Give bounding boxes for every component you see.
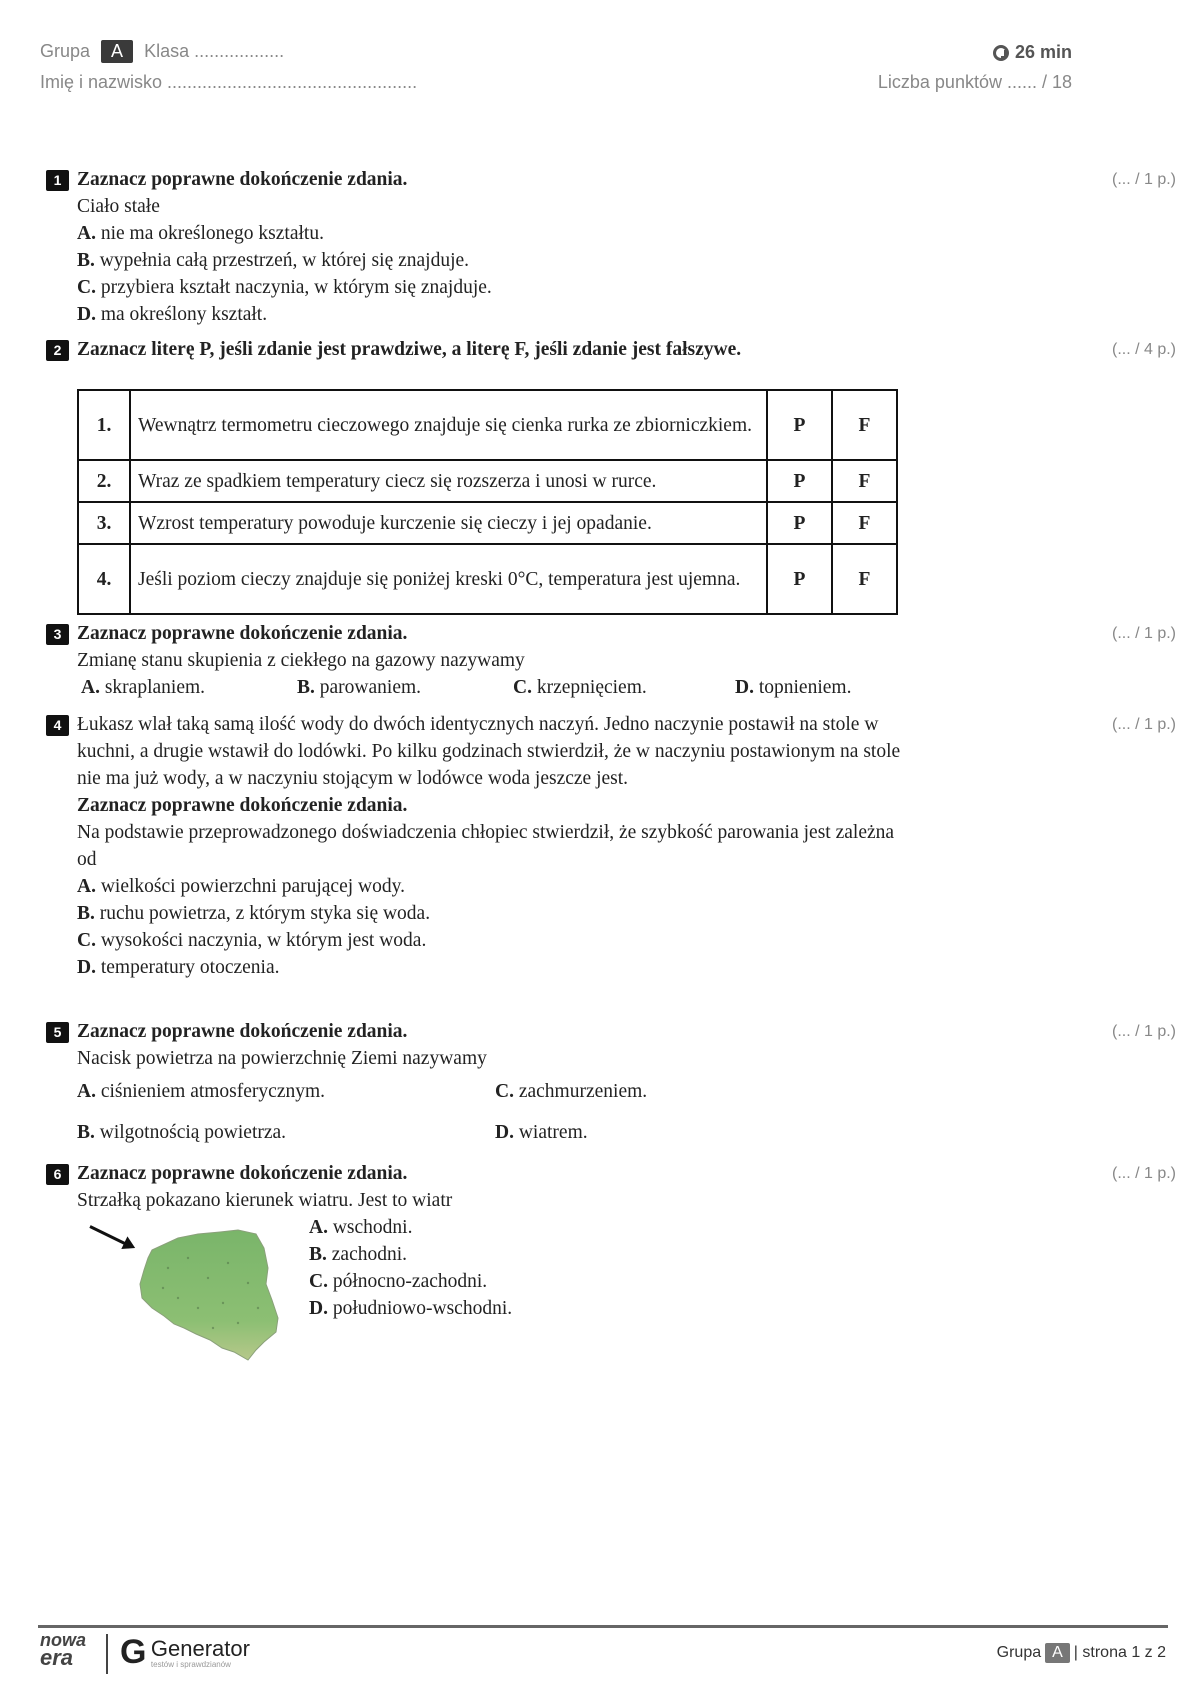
answer-f[interactable]: F <box>832 390 897 460</box>
option-a[interactable]: A. wielkości powierzchni parującej wody. <box>77 876 405 897</box>
task-title: Zaznacz literę P, jeśli zdanie jest prawdziwe, a literę F, jeśli zdanie jest fałszywe. <box>77 339 742 360</box>
task-points: (... / 1 p.) <box>1111 1023 1176 1040</box>
time-limit: 26 min <box>1014 42 1072 62</box>
option-c[interactable]: C. zachmurzeniem. <box>495 1081 648 1102</box>
row-number: 4. <box>78 544 130 614</box>
true-false-table <box>77 389 898 615</box>
points-total: Liczba punktów ...... / 18 <box>877 72 1072 92</box>
answer-p[interactable]: P <box>767 460 832 502</box>
answer-f[interactable]: F <box>832 502 897 544</box>
task-number: 6 <box>46 1164 69 1185</box>
footer-group-label: Grupa <box>996 1644 1042 1661</box>
row-statement: Wzrost temperatury powoduje kurczenie się cieczy i jej opadanie. <box>130 502 767 544</box>
task-intro: Łukasz wlał taką samą ilość wody do dwóch identycznych naczyń. Jedno naczynie postawił na stole w kuchni, a drugie wstawił do lodówki. Po kilku godzinach stwierdził, że w naczyniu postawionym na stole nie ma już wody, a w naczyniu stojącym w lodówce woda jeszcze jest. <box>77 714 901 789</box>
option-b[interactable]: B. zachodni. <box>309 1244 408 1265</box>
logo-divider <box>106 1634 108 1674</box>
answer-p[interactable]: P <box>767 502 832 544</box>
answer-p[interactable]: P <box>767 390 832 460</box>
task-stem: Strzałką pokazano kierunek wiatru. Jest to wiatr <box>77 1190 453 1211</box>
class-label: Klasa .................. <box>144 41 285 61</box>
option-a[interactable]: A. ciśnieniem atmosferycznym. <box>77 1081 326 1102</box>
task-3 <box>46 620 1176 701</box>
option-c[interactable]: C. krzepnięciem. <box>513 677 647 698</box>
task-title: Zaznacz poprawne dokończenie zdania. <box>77 623 408 644</box>
option-a[interactable]: A. wschodni. <box>309 1217 413 1238</box>
task-points: (... / 1 p.) <box>1111 716 1176 733</box>
task-title: Zaznacz poprawne dokończenie zdania. <box>77 169 408 190</box>
page-footer-info <box>997 1643 1166 1663</box>
task-number: 3 <box>46 624 69 645</box>
header-right <box>993 42 1072 63</box>
task-points: (... / 1 p.) <box>1111 625 1176 642</box>
group-label: Grupa <box>40 41 91 61</box>
task-points: (... / 1 p.) <box>1111 171 1176 188</box>
row-statement: Wewnątrz termometru cieczowego znajduje się cienka rurka ze zbiorniczkiem. <box>130 390 767 460</box>
table-row <box>78 390 897 460</box>
task-title: Zaznacz poprawne dokończenie zdania. <box>77 1021 408 1042</box>
row-number: 2. <box>78 460 130 502</box>
generator-logo: G Generator testów i sprawdzianów <box>120 1633 250 1671</box>
table-row <box>78 544 897 614</box>
table-row <box>78 502 897 544</box>
option-a[interactable]: A. skraplaniem. <box>81 677 206 698</box>
task-number: 2 <box>46 340 69 361</box>
poland-map <box>138 1228 286 1368</box>
row-number: 1. <box>78 390 130 460</box>
row-number: 3. <box>78 502 130 544</box>
table-row <box>78 460 897 502</box>
option-b[interactable]: B. wilgotnością powietrza. <box>77 1122 287 1143</box>
nowa-era-logo: nowa era <box>40 1630 87 1670</box>
answer-p[interactable]: P <box>767 544 832 614</box>
task-points: (... / 1 p.) <box>1111 1165 1176 1182</box>
row-statement: Jeśli poziom cieczy znajduje się poniżej kreski 0°C, temperatura jest ujemna. <box>130 544 767 614</box>
option-b[interactable]: B. parowaniem. <box>297 677 422 698</box>
footer-divider <box>38 1625 1168 1628</box>
task-1 <box>46 166 1176 328</box>
option-d[interactable]: D. południowo-wschodni. <box>309 1298 513 1319</box>
row-statement: Wraz ze spadkiem temperatury ciecz się rozszerza i unosi w rurce. <box>130 460 767 502</box>
task-4 <box>46 711 1176 981</box>
generator-g-icon: G <box>120 1633 147 1671</box>
option-c[interactable]: C. wysokości naczynia, w którym jest woda. <box>77 930 427 951</box>
task-stem: Nacisk powietrza na powierzchnię Ziemi nazywamy <box>77 1048 487 1069</box>
answer-f[interactable]: F <box>832 544 897 614</box>
clock-icon <box>993 45 1009 61</box>
option-c[interactable]: C. przybiera kształt naczynia, w którym się znajduje. <box>77 277 492 298</box>
task-number: 1 <box>46 170 69 191</box>
task-5 <box>46 1018 1176 1146</box>
option-c[interactable]: C. północno-zachodni. <box>309 1271 488 1292</box>
task-number: 4 <box>46 715 69 736</box>
option-d[interactable]: D. topnieniem. <box>735 677 852 698</box>
task-2 <box>46 336 1176 363</box>
name-label: Imię i nazwisko .................................................. <box>40 72 418 92</box>
option-b[interactable]: B. ruchu powietrza, z którym styka się woda. <box>77 903 431 924</box>
option-d[interactable]: D. wiatrem. <box>495 1122 588 1143</box>
footer-group-badge: A <box>1045 1643 1070 1663</box>
answer-f[interactable]: F <box>832 460 897 502</box>
task-points: (... / 4 p.) <box>1111 341 1176 358</box>
option-a[interactable]: A. nie ma określonego kształtu. <box>77 223 324 244</box>
task-stem: Zmianę stanu skupienia z ciekłego na gazowy nazywamy <box>77 650 525 671</box>
option-d[interactable]: D. ma określony kształt. <box>77 304 268 325</box>
header-left-line1 <box>40 40 284 63</box>
poland-shape <box>140 1230 278 1360</box>
task-title: Zaznacz poprawne dokończenie zdania. <box>77 795 408 816</box>
page-number: | strona 1 z 2 <box>1073 1644 1166 1661</box>
task-stem: Na podstawie przeprowadzonego doświadczenia chłopiec stwierdził, że szybkość parowania jest zależna od <box>77 822 895 870</box>
option-d[interactable]: D. temperatury otoczenia. <box>77 957 280 978</box>
option-b[interactable]: B. wypełnia całą przestrzeń, w której się znajduje. <box>77 250 470 271</box>
task-stem: Ciało stałe <box>77 196 160 217</box>
task-number: 5 <box>46 1022 69 1043</box>
task-title: Zaznacz poprawne dokończenie zdania. <box>77 1163 408 1184</box>
group-badge: A <box>101 40 133 63</box>
